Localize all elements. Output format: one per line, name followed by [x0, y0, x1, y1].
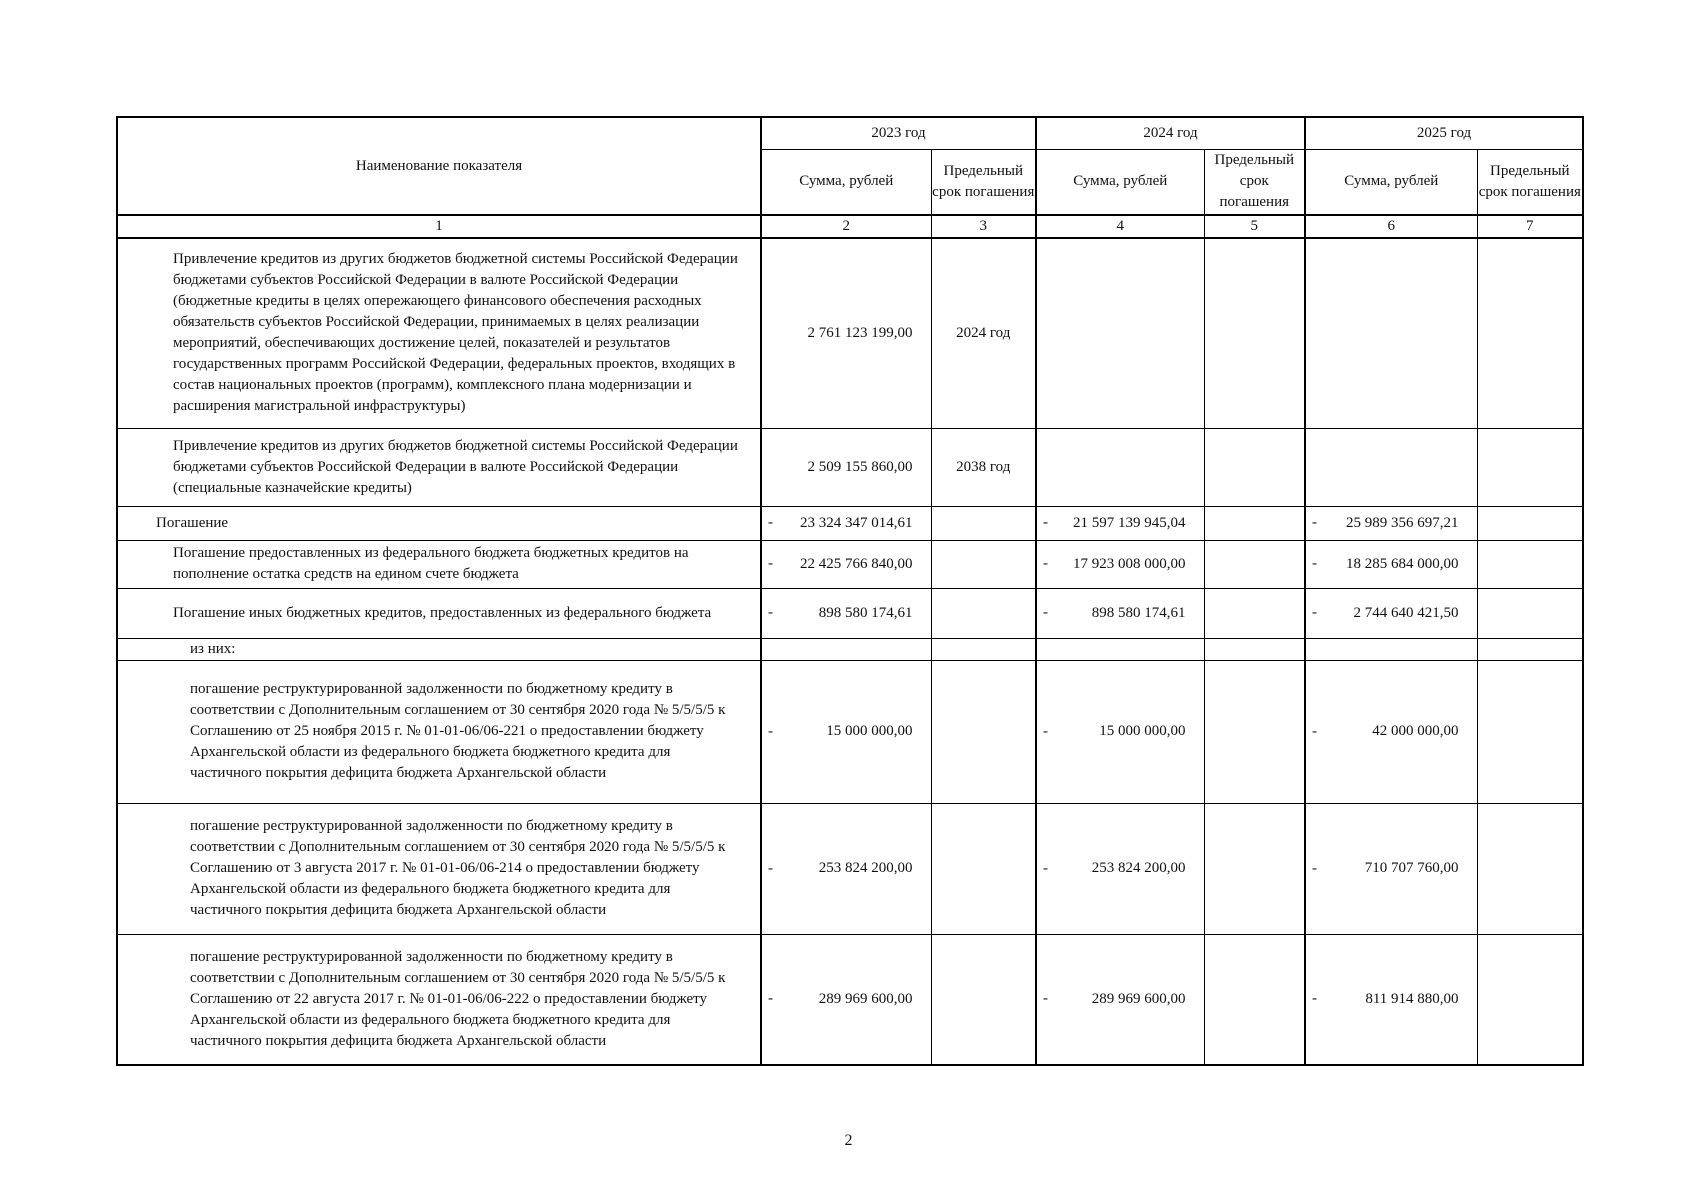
row-name: Погашение иных бюджетных кредитов, предоставленных из федерального бюджета	[117, 588, 761, 638]
amount-2025	[1305, 934, 1477, 1065]
dash-mark: -	[1043, 860, 1049, 876]
header-year-2025: 2025 год	[1305, 117, 1583, 149]
column-number-5: 5	[1204, 215, 1305, 238]
header-term-2025: Предельный срок погашения	[1477, 149, 1583, 215]
table-row	[117, 540, 1583, 588]
dash-mark: -	[1312, 555, 1318, 572]
column-number-1: 1	[117, 215, 761, 238]
term-2024	[1204, 934, 1305, 1065]
term-2023	[931, 506, 1036, 540]
dash-mark: -	[1043, 555, 1049, 572]
amount-value: 21 597 139 945,04	[1073, 514, 1186, 531]
amount-2024	[1036, 934, 1204, 1065]
amount-value: 253 824 200,00	[1091, 860, 1186, 876]
row-name: Привлечение кредитов из других бюджетов бюджетной системы Российской Федерации бюджетами субъектов Российской Федерации в валюте Российской Федерации (бюджетные кредиты в целях опережающего финансового обеспечения расходных обязательств субъектов Российской Федерации, принимаемых в целях реализации мероприятий, обеспечивающих достижение целей, показателей и результатов государственных программ Российской Федерации, федеральных проектов, входящих в состав национальных проектов (программ), комплексного плана модернизации и расширения магистральной инфраструктуры)	[117, 238, 761, 428]
amount-2024	[1036, 238, 1204, 428]
amount-2024	[1036, 540, 1204, 588]
amount-2024	[1036, 638, 1204, 660]
amount-2025	[1305, 803, 1477, 934]
amount-2025	[1305, 506, 1477, 540]
column-number-3: 3	[931, 215, 1036, 238]
amount-2023	[761, 588, 931, 638]
term-2024	[1204, 238, 1305, 428]
column-number-4: 4	[1036, 215, 1204, 238]
amount-value: 25 989 356 697,21	[1346, 514, 1459, 531]
amount-2023	[761, 660, 931, 803]
row-name: погашение реструктурированной задолженности по бюджетному кредиту в соответствии с Дополнительным соглашением от 30 сентября 2020 года № 5/5/5/5 к Соглашению от 25 ноября 2015 г. № 01-01-06/06-221 о предоставлении бюджету Архангельской области из федерального бюджета бюджетного кредита для частичного покрытия дефицита бюджета Архангельской области	[117, 660, 761, 803]
term-2024	[1204, 588, 1305, 638]
column-number-7: 7	[1477, 215, 1583, 238]
term-2024	[1204, 660, 1305, 803]
table-row	[117, 506, 1583, 540]
dash-mark: -	[1312, 514, 1318, 531]
header-year-2024: 2024 год	[1036, 117, 1305, 149]
amount-value: 22 425 766 840,00	[800, 555, 913, 572]
amount-value: 17 923 008 000,00	[1073, 555, 1186, 572]
dash-mark: -	[768, 723, 773, 739]
header-term-2024: Предельный срок погашения	[1204, 149, 1305, 215]
amount-2024	[1036, 506, 1204, 540]
column-number-6: 6	[1305, 215, 1477, 238]
amount-value: 23 324 347 014,61	[800, 514, 913, 531]
amount-2023	[761, 540, 931, 588]
term-2025	[1477, 540, 1583, 588]
amount-value: 2 761 123 199,00	[807, 324, 913, 341]
header-term-2023: Предельный срок погашения	[931, 149, 1036, 215]
table-row	[117, 934, 1583, 1065]
row-name: Погашение предоставленных из федерального бюджета бюджетных кредитов на пополнение остатка средств на едином счете бюджета	[117, 540, 761, 588]
amount-value: 253 824 200,00	[818, 860, 913, 876]
amount-2023	[761, 934, 931, 1065]
amount-2023	[761, 803, 931, 934]
amount-2025	[1305, 638, 1477, 660]
amount-2023	[761, 506, 931, 540]
amount-value: 898 580 174,61	[1091, 604, 1186, 621]
column-number-2: 2	[761, 215, 931, 238]
term-2023	[931, 660, 1036, 803]
table-row	[117, 588, 1583, 638]
row-name: Погашение	[117, 506, 761, 540]
row-name: Привлечение кредитов из других бюджетов бюджетной системы Российской Федерации бюджетами субъектов Российской Федерации в валюте Российской Федерации (специальные казначейские кредиты)	[117, 428, 761, 506]
table-row	[117, 428, 1583, 506]
term-2025	[1477, 506, 1583, 540]
header-sum-2024: Сумма, рублей	[1036, 149, 1204, 215]
amount-2023	[761, 238, 931, 428]
amount-value: 18 285 684 000,00	[1346, 555, 1459, 572]
term-2025	[1477, 588, 1583, 638]
amount-value: 15 000 000,00	[1099, 723, 1186, 739]
term-2024	[1204, 540, 1305, 588]
dash-mark: -	[1043, 604, 1049, 621]
amount-2024	[1036, 428, 1204, 506]
term-2023	[931, 540, 1036, 588]
amount-value: 898 580 174,61	[818, 604, 913, 621]
term-2024	[1204, 638, 1305, 660]
amount-2023	[761, 428, 931, 506]
table-row	[117, 638, 1583, 660]
term-2025	[1477, 428, 1583, 506]
amount-value: 42 000 000,00	[1372, 723, 1459, 739]
dash-mark: -	[768, 604, 773, 621]
term-2025	[1477, 934, 1583, 1065]
table-row	[117, 803, 1583, 934]
term-2023: 2038 год	[931, 428, 1036, 506]
amount-2025	[1305, 588, 1477, 638]
amount-value: 811 914 880,00	[1365, 990, 1459, 1007]
term-2024	[1204, 803, 1305, 934]
dash-mark: -	[768, 514, 773, 531]
term-2025	[1477, 660, 1583, 803]
term-2025	[1477, 803, 1583, 934]
term-2024	[1204, 428, 1305, 506]
budget-table	[116, 116, 1584, 1066]
dash-mark: -	[1312, 860, 1318, 876]
term-2023: 2024 год	[931, 238, 1036, 428]
table-row	[117, 660, 1583, 803]
amount-2025	[1305, 660, 1477, 803]
term-2023	[931, 934, 1036, 1065]
dash-mark: -	[768, 990, 773, 1007]
term-2025	[1477, 238, 1583, 428]
dash-mark: -	[1043, 990, 1049, 1007]
header-indicator-name: Наименование показателя	[117, 117, 761, 215]
term-2023	[931, 588, 1036, 638]
row-name: погашение реструктурированной задолженности по бюджетному кредиту в соответствии с Дополнительным соглашением от 30 сентября 2020 года № 5/5/5/5 к Соглашению от 3 августа 2017 г. № 01-01-06/06-214 о предоставлении бюджету Архангельской области из федерального бюджета бюджетного кредита для частичного покрытия дефицита бюджета Архангельской области	[117, 803, 761, 934]
dash-mark: -	[768, 555, 773, 572]
term-2025	[1477, 638, 1583, 660]
row-name: погашение реструктурированной задолженности по бюджетному кредиту в соответствии с Дополнительным соглашением от 30 сентября 2020 года № 5/5/5/5 к Соглашению от 22 августа 2017 г. № 01-01-06/06-222 о предоставлении бюджету Архангельской области из федерального бюджета бюджетного кредита для частичного покрытия дефицита бюджета Архангельской области	[117, 934, 761, 1065]
row-name: из них:	[117, 638, 761, 660]
term-2024	[1204, 506, 1305, 540]
amount-value: 2 509 155 860,00	[807, 458, 913, 475]
amount-2025	[1305, 238, 1477, 428]
amount-2025	[1305, 540, 1477, 588]
dash-mark: -	[1312, 604, 1318, 621]
amount-value: 710 707 760,00	[1364, 860, 1459, 876]
page-number: 2	[844, 1132, 853, 1149]
table-row	[117, 238, 1583, 428]
amount-2025	[1305, 428, 1477, 506]
dash-mark: -	[1312, 723, 1318, 739]
term-2023	[931, 638, 1036, 660]
amount-value: 289 969 600,00	[1091, 990, 1186, 1007]
amount-value: 15 000 000,00	[826, 723, 913, 739]
dash-mark: -	[768, 860, 773, 876]
amount-2024	[1036, 660, 1204, 803]
dash-mark: -	[1312, 990, 1318, 1007]
dash-mark: -	[1043, 514, 1049, 531]
amount-2024	[1036, 588, 1204, 638]
amount-value: 289 969 600,00	[818, 990, 913, 1007]
header-year-2023: 2023 год	[761, 117, 1036, 149]
amount-2024	[1036, 803, 1204, 934]
term-2023	[931, 803, 1036, 934]
header-sum-2023: Сумма, рублей	[761, 149, 931, 215]
dash-mark: -	[1043, 723, 1049, 739]
amount-value: 2 744 640 421,50	[1353, 604, 1459, 621]
header-sum-2025: Сумма, рублей	[1305, 149, 1477, 215]
amount-2023	[761, 638, 931, 660]
